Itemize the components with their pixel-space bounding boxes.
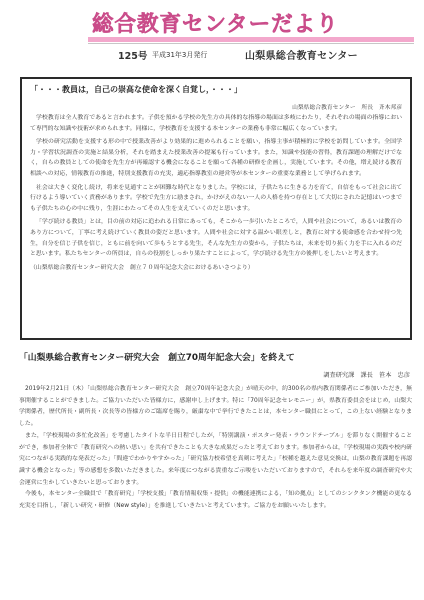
title-underline: [88, 37, 414, 42]
director-message-box: [20, 77, 412, 340]
article1-source-note: （山梨県総合教育センター研究大会 創立７０周年記念大会におけるあいさつより）: [30, 264, 254, 271]
article2-body: [19, 384, 412, 513]
article2-paragraph: 2019年2月21日（木）「山梨県総合教育センター研究大会 創立70周年記念大会」が晴天の中，約300名の県内教育関係者にご参加いただき，無事開催することができました。ご協力いただいた皆様方に，感謝申し上げます。特に「70周年記念セレモニー」が，県教育委員会をはじめ，山梨大学関係者，歴代所長・副所長・次長等の皆様方のご臨席を賜り，厳粛な中で挙行できたことは，本センター職員にとって，この上ない経験となりました。: [19, 386, 412, 428]
article1-paragraph: 社会は大きく変化し続け，将来を見通すことが困難な時代となりました。学校には，子供たちに生きる力を育て，自信をもって社会に出て行けるよう導いていく責務があります。学校で先生方に励まされ，かけがえのない一人の人格を持つ存在として大切にされた記憶はいつまでも子供たちの心の中に残り，生涯にわたってその人生を支えていくのだと思います。: [30, 184, 402, 212]
article1-byline: 山梨県総合教育センター 所長 斉木邦彦: [292, 105, 402, 111]
article1-heading: 「・・・教員は，自己の崇高な使命を深く自覚し，・・・」: [30, 85, 242, 94]
article1-body: [30, 113, 402, 276]
issuer-name: 山梨県総合教育センター: [245, 51, 358, 62]
issue-date: 平成31年3月発行: [152, 51, 208, 59]
article2-paragraph: 今後も，本センター全職員で「教育研究」「学校支援」「教育情報収集・提供」の機能連携による，「知の拠点」としてのシンクタンク機能の更なる充実を目指し，「新しい研究・研修（New style）」を推進していきたいと考えています。ご協力をお願いいたします。: [19, 491, 412, 510]
article2-byline: 調査研究課 課長 笹本 忠彦: [323, 372, 410, 379]
title-divider: [88, 43, 414, 44]
article1-paragraph: 学校教育は全人教育であると言われます。子供を預かる学校の先生方の具体的な指導の場面は多岐にわたり，それぞれの場面の指導において専門的な知識や技術が求められます。同様に，学校教育を支援する本センターの業務も非常に幅広くなっています。: [30, 115, 402, 132]
issue-number: 125号: [118, 51, 148, 62]
article2-paragraph: また，「学校現場の多忙化改善」を考慮したタイトな半日日程でしたが，「特別講演・ポスター発表・ラウンドテーブル」を滞りなく開催することができ，参加者全体で「教育研究への熱い思い」を共有できたことも大きな成果だったと考えております。参加者からは，「学校現場の実践や校内研究につながる実践的な発表だった」「間違でわかりやすかった」「研究協力校希望を真剣に考えた」「校種を越えた意見交換は，山梨の教育課題を再認識する機会となった」等の感想を多数いただきました。来年度につながる貴重なご示唆をいただいておりますので，それらを来年度の調査研究や大会運営に生かしていきたいと思っております。: [19, 432, 412, 486]
article2-heading: 「山梨県総合教育センター研究大会 創立70周年記念大会」を終えて: [19, 353, 295, 363]
newsletter-title: 総合教育センターだより: [92, 12, 339, 37]
article1-paragraph: 「学び続ける教員」とは，目の前の対応に追われる日常にあっても，そこから一歩引いたところで，人間や社会について，あるいは教育のあり方について，丁寧に考え続けていく教員の姿だと思います。人間や社会に対する温かい眼差しと，教育に対する使命感を合わせ持つ先生，自分を信じ子供を信じ，ともに前を向いて歩もうとする先生，そんな先生方の姿から，子供たちは，未来を切り拓く力を手に入れるのだと思います。私たちセンターの所員は，自らの役割をしっかり果たすことによって，学び続ける先生方の後押しをしたいと考えます。: [30, 219, 402, 258]
article1-paragraph: 学校の研究活動を支援する形の中で授業改善がより効果的に進められることを願い，指導主事が積極的に学校を訪問しています。全国学力・学習状況調査の実施と結果分析，それを踏まえた授業改善の提案も行っています。また，知識や技能の習得，教育課題の理解だけでなく，自らの教員としての使命を先生方が再確認する機会になることを願って各種の研修を企画し，実施しています。その他，増え続ける教育相談への対応，情報教育の推進，特別支援教育の充実，適応指導教室の運営等が本センターの重要な業務として挙げられます。: [30, 139, 402, 177]
